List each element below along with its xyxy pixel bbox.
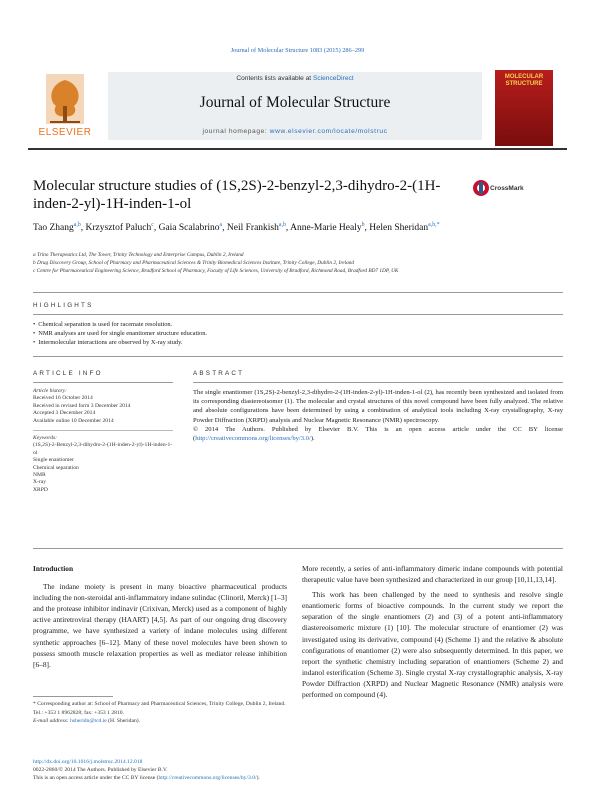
- elsevier-tree-logo: [28, 70, 102, 132]
- article-info: [33, 388, 173, 494]
- divider: [33, 382, 173, 383]
- author-name: Gaia Scalabrino: [158, 223, 220, 234]
- author[interactable]: [86, 223, 154, 233]
- oa-end: ).: [256, 775, 260, 781]
- body-paragraph: The indane moiety is present in many bioactive pharmaceutical products including the non-steroidal anti-inflammatory indane sulindac (Clinoril, Merck) [1–3] and the protease inhibitor indinavir (Crixivan, Merck) used as a component of highly active antiretroviral therapy (HAART) [4,5]. As part of our ongoing drug discovery programme, we have synthesized a variety of indane molecules using different synthetic approaches [6–12]. Many of these novel molecules have been shown to possess smooth muscle relaxation properties as well as mediator release inhibition [6–8].: [33, 582, 287, 669]
- affiliation-b: b Drug Discovery Group, School of Pharmacy and Pharmaceutical Sciences & Trinity Biomedical Sciences Institute, Trinity College, Dublin 2, Ireland: [33, 259, 355, 266]
- highlight-item: • NMR analyses are used for single enantiomer structure education.: [33, 329, 563, 338]
- article-info-heading: ARTICLE INFO: [33, 370, 103, 377]
- license-text: © 2014 The Authors. Published by Elsevier B.V. This is an open access article under the CC BY license (: [193, 425, 563, 443]
- homepage-prefix: journal homepage:: [202, 128, 270, 135]
- highlight-item: • Chemical separation is used for racemate resolution.: [33, 320, 563, 329]
- oa-link[interactable]: http://creativecommons.org/licenses/by/3.0/: [158, 775, 257, 781]
- email-label: E-mail address:: [33, 718, 71, 724]
- author-name: Anne-Marie Healy: [290, 223, 362, 234]
- divider: [33, 356, 563, 357]
- oa-prefix: This is an open access article under the CC BY license (: [33, 775, 159, 781]
- left-column: [33, 563, 287, 670]
- introduction-heading: Introduction: [33, 564, 74, 573]
- keyword: XRPD: [33, 486, 48, 493]
- affiliation-a: a Trino Therapeutics Ltd, The Tower, Trinity Technology and Enterprise Campus, Dublin 2, Ireland: [33, 252, 244, 258]
- journal-homepage: [108, 128, 482, 135]
- abstract-body: [193, 388, 563, 443]
- footnote: [33, 700, 287, 726]
- divider: [193, 382, 563, 383]
- contents-line: [108, 75, 482, 82]
- keyword: X-ray: [33, 479, 47, 486]
- author-name: Neil Frankish: [226, 223, 279, 234]
- divider: [33, 292, 563, 293]
- body-paragraph: This work has been challenged by the need to synthesis and resolve single enantiomeric forms of bioactive compounds. In the current study we report the separation of the single enantiomers (2) and (3) of a potent anti-inflammatory diastereoisomeric mixture (1) [10]. The molecular structure of enantiomer (2) was investigated using its derivative, compound (4) (Scheme 1) and the relative & absolute configurations of enantiomer (2) were also subsequently determined. In this paper, we report the synthetic chemistry including separation of enantiomers (Scheme 2) and indanol esterification (Scheme 3). Single crystal X-ray crystallographic analysis, X-ray Powder Diffraction (XRPD) and Nuclear Magnetic Resonance (NMR) analysis were performed on compound (4).: [302, 590, 563, 700]
- author[interactable]: [227, 223, 286, 233]
- header-rule: [28, 148, 567, 150]
- license-link[interactable]: http://creativecommons.org/licenses/by/3.0/: [195, 435, 311, 443]
- sciencedirect-link[interactable]: ScienceDirect: [312, 75, 354, 82]
- author[interactable]: [159, 223, 223, 233]
- keyword: NMR: [33, 472, 46, 479]
- author-list: Tao Zhang$^{a,b}$, Krzysztof Paluch$^c$, Gaia Scalabrino$^a$, Neil Frankish$^{a,b}$, Anne-Marie Healy$^b$, Helen Sheridan$^{a,b,*}$: [33, 222, 440, 234]
- affiliations: [33, 252, 563, 275]
- doi-link[interactable]: http://dx.doi.org/10.1016/j.molstruc.2014.12.018: [33, 759, 143, 765]
- email-line: [33, 717, 287, 726]
- abstract-heading: ABSTRACT: [193, 370, 245, 377]
- author[interactable]: [369, 223, 439, 233]
- author-affiliation-marker: a,b: [278, 222, 286, 228]
- history-item: Available online 10 December 2014: [33, 417, 114, 424]
- author-affiliation-marker: c: [151, 222, 154, 228]
- author[interactable]: [290, 223, 364, 233]
- keyword: Single enantiomer: [33, 457, 74, 464]
- author-name: Krzysztof Paluch: [85, 223, 152, 234]
- highlight-item: • Intermolecular interactions are observed by X-ray study.: [33, 338, 563, 347]
- author[interactable]: [33, 223, 81, 233]
- homepage-link[interactable]: www.elsevier.com/locate/molstruc: [269, 128, 388, 135]
- author-affiliation-marker: a,b: [73, 222, 81, 228]
- footnote-rule: [33, 696, 113, 697]
- license-end: ).: [310, 435, 315, 443]
- contents-prefix: Contents lists available at: [236, 75, 313, 82]
- author-affiliation-marker: b: [361, 222, 365, 228]
- author-affiliation-marker: a: [219, 222, 223, 228]
- affiliation-c: c Centre for Pharmaceutical Engineering Science, Bradford School of Pharmacy, Faculty of Life Sciences, University of Bradford, Richmond Road, Bradford BD7 1DP, UK: [33, 267, 399, 274]
- author-name: Helen Sheridan: [369, 223, 429, 234]
- history-item: Accepted 3 December 2014: [33, 410, 96, 417]
- history-item: Received 16 October 2014: [33, 395, 93, 402]
- right-column: [302, 563, 563, 700]
- journal-reference[interactable]: Journal of Molecular Structure 1083 (2015) 286–299: [230, 47, 365, 54]
- author-name: Tao Zhang: [33, 223, 74, 234]
- highlights-heading: HIGHLIGHTS: [33, 302, 94, 309]
- cover-title: MOLECULAR STRUCTURE: [504, 74, 544, 87]
- divider: [33, 314, 563, 315]
- divider: [33, 548, 563, 549]
- keyword: (1S,2S)-2-Benzyl-2,3-dihydro-2-(1H-inden-2-yl)-1H-inden-1-ol: [33, 442, 173, 456]
- email-suffix: (H. Sheridan).: [106, 718, 141, 724]
- keyword: Chemical separation: [33, 464, 79, 471]
- body-paragraph: More recently, a series of anti-inflammatory dimeric indane compounds with potential therapeutic value have been synthesized and characterized in our group [10,11,13,14].: [302, 564, 563, 585]
- article-title: Molecular structure studies of (1S,2S)-2-benzyl-2,3-dihydro-2-(1H-inden-2-yl)-1H-inden-1-ol: [33, 178, 441, 212]
- abstract-text: The single enantiomer (1S,2S)-2-benzyl-2,3-dihydro-2-(1H-inden-2-yl)-1H-inden-1-ol (2), has recently been synthesized and isolated from its corresponding diastereoisomer (1). The molecular and crystal structures of this novel compound have been fully analyzed. The relative and absolute configurations have been determined by using a combination of analytical tools including X-ray crystallography, X-ray Powder Diffraction (XRPD) analysis and Nuclear Magnetic Resonance (NMR) spectroscopy.: [193, 389, 563, 424]
- crossmark-label[interactable]: CrossMark: [490, 185, 524, 192]
- highlights-list: [33, 320, 563, 348]
- oa-line: [33, 774, 563, 782]
- issn-line: 0022-2860/© 2014 The Authors. Published by Elsevier B.V.: [33, 767, 168, 773]
- elsevier-wordmark: ELSEVIER: [38, 127, 92, 138]
- email-link[interactable]: hsheridn@tcd.ie: [70, 718, 107, 724]
- divider: [33, 430, 173, 431]
- journal-title: Journal of Molecular Structure: [199, 94, 391, 111]
- author-affiliation-marker: a,b,*: [428, 222, 440, 228]
- keywords-label: Keywords:: [33, 435, 58, 442]
- bottom-info: [33, 758, 563, 782]
- article-history-label: Article history:: [33, 388, 68, 394]
- history-item: Received in revised form 3 December 2014: [33, 402, 131, 409]
- corresponding-author: * Corresponding author at: School of Pharmacy and Pharmaceutical Sciences, Trinity College, Dublin 2, Ireland. Tel.: +353 1 8962828; fax: +353 1 2810.: [33, 701, 286, 716]
